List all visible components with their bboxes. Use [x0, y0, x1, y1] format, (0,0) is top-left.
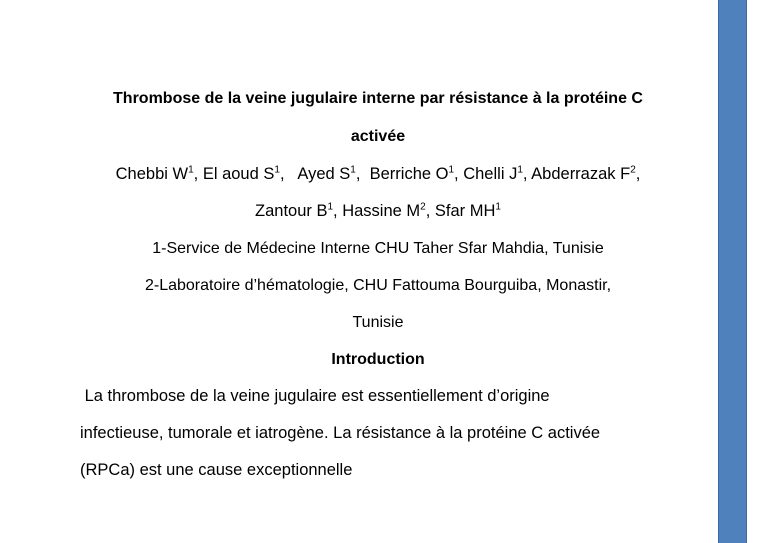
author: Hassine M — [342, 202, 421, 220]
affiliations — [60, 230, 696, 341]
author: Chebbi W — [115, 165, 189, 183]
section-heading-introduction: Introduction — [331, 351, 425, 368]
affiliation-1: 1-Service de Médecine Interne CHU Taher Sfar Mahdia, Tunisie — [152, 240, 604, 257]
paper-title: Thrombose de la veine jugulaire interne par résistance à la protéine C activée — [113, 90, 643, 145]
side-bar — [718, 0, 747, 543]
affiliation-2: 2-Laboratoire d’hématologie, CHU Fattouma Bourguiba, Monastir, — [144, 277, 612, 294]
introduction-paragraph: La thrombose de la veine jugulaire est essentiellement d’origine infectieuse, tumorale et iatrogène. La résistance à la protéine C activée (RPCa) est une cause exceptionnelle — [80, 387, 601, 479]
author: Zantour B — [255, 202, 328, 220]
author: Berriche O — [369, 165, 449, 183]
author: Chelli J — [463, 165, 518, 183]
author: Sfar MH — [434, 202, 496, 220]
author: El aoud S — [202, 165, 275, 183]
author-list — [60, 156, 696, 230]
affiliation-2-cont: Tunisie — [352, 314, 404, 331]
author: Abderrazak F — [531, 165, 631, 183]
author-line-2: Zantour $B^1$, Hassine $M^2$, Sfar $MH^1$ — [255, 201, 501, 220]
author: Ayed S — [297, 165, 351, 183]
author-line-1: Chebbi $W^1$, El aoud $S^1$, Ayed $S^1$, Berriche $O^1$, Chelli $J^1$, Abderrazak $F^2$, — [115, 164, 641, 183]
document-body — [60, 80, 696, 489]
